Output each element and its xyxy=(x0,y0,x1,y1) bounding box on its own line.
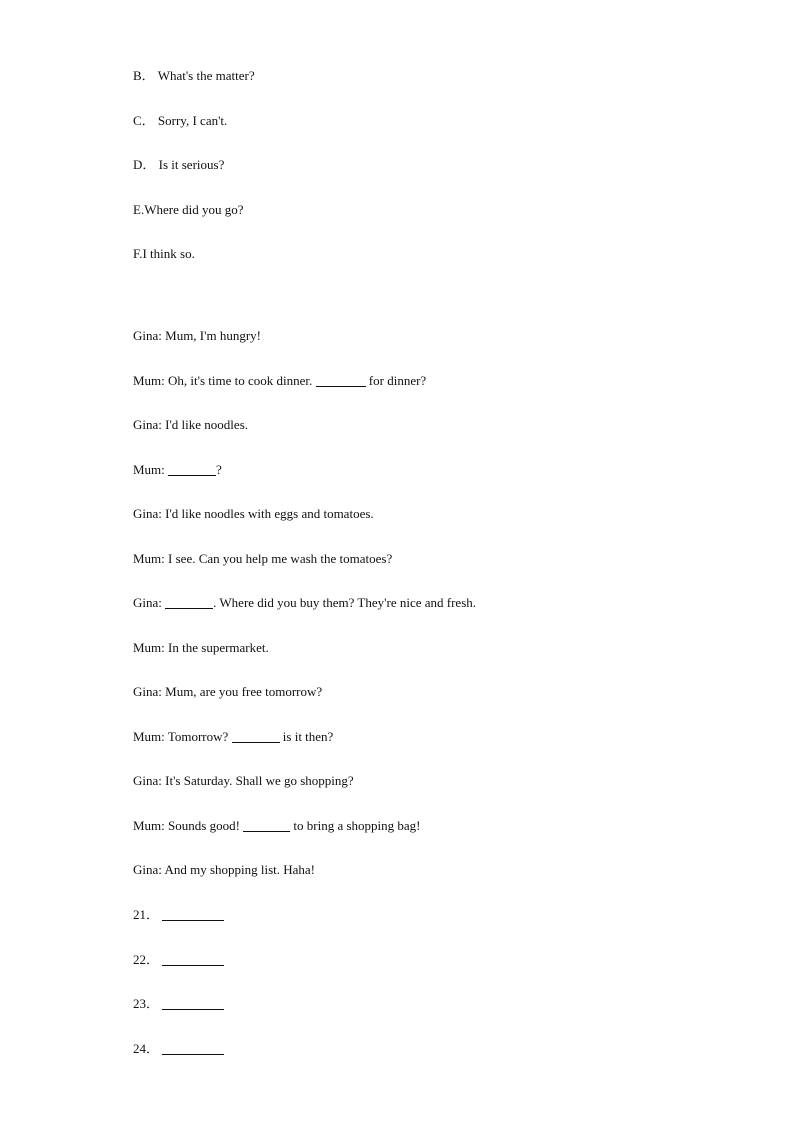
option-text: I think so. xyxy=(142,246,195,261)
option-key: D． xyxy=(133,157,156,172)
dialogue-text: Sounds good! xyxy=(168,818,240,833)
speaker: Mum: xyxy=(133,818,165,833)
answer-blank[interactable] xyxy=(162,908,224,921)
answer-22 xyxy=(133,952,224,968)
option-key: F. xyxy=(133,246,143,261)
answer-23 xyxy=(133,996,224,1012)
question-number: 22． xyxy=(133,952,160,967)
dialogue-line xyxy=(133,773,354,789)
blank-line xyxy=(232,730,280,743)
blank-line xyxy=(316,374,366,387)
option-text: What's the matter? xyxy=(157,68,255,83)
question-number: 24． xyxy=(133,1041,160,1056)
speaker: Gina: xyxy=(133,773,162,788)
speaker: Mum: xyxy=(133,373,165,388)
option-f xyxy=(133,246,195,262)
dialogue-text: for dinner? xyxy=(368,373,427,388)
dialogue-text: I see. Can you help me wash the tomatoes? xyxy=(168,551,393,566)
answer-blank[interactable] xyxy=(162,997,224,1010)
speaker: Mum: xyxy=(133,462,165,477)
dialogue-line xyxy=(133,729,333,745)
dialogue-text: is it then? xyxy=(282,729,334,744)
option-text: Is it serious? xyxy=(158,157,225,172)
speaker: Mum: xyxy=(133,729,165,744)
dialogue-text: In the supermarket. xyxy=(168,640,269,655)
speaker: Gina: xyxy=(133,417,162,432)
speaker: Gina: xyxy=(133,684,162,699)
option-c xyxy=(133,113,227,129)
dialogue-line xyxy=(133,684,322,700)
answer-21 xyxy=(133,907,224,923)
dialogue-text: ? xyxy=(216,462,222,477)
blank-line xyxy=(243,819,290,832)
dialogue-line xyxy=(133,462,222,478)
option-key: E. xyxy=(133,202,145,217)
question-number: 21． xyxy=(133,907,160,922)
dialogue-text: . Where did you buy them? They're nice and fresh. xyxy=(213,595,476,610)
dialogue-line xyxy=(133,862,315,878)
blank-line xyxy=(168,463,216,476)
dialogue-line xyxy=(133,373,426,389)
dialogue-line xyxy=(133,417,248,433)
dialogue-text: It's Saturday. Shall we go shopping? xyxy=(165,773,354,788)
dialogue-text: to bring a shopping bag! xyxy=(293,818,421,833)
speaker: Gina: xyxy=(133,862,162,877)
dialogue-line xyxy=(133,595,476,611)
dialogue-line xyxy=(133,551,392,567)
option-d xyxy=(133,157,224,173)
dialogue-text: Mum, are you free tomorrow? xyxy=(165,684,323,699)
dialogue-text: I'd like noodles. xyxy=(165,417,248,432)
answer-blank[interactable] xyxy=(162,953,224,966)
speaker: Mum: xyxy=(133,551,165,566)
dialogue-text: Tomorrow? xyxy=(167,729,229,744)
speaker: Gina: xyxy=(133,506,162,521)
dialogue-line xyxy=(133,328,261,344)
dialogue-text: And my shopping list. Haha! xyxy=(164,862,316,877)
speaker: Gina: xyxy=(133,328,162,343)
blank-line xyxy=(165,596,213,609)
dialogue-line xyxy=(133,640,269,656)
question-number: 23． xyxy=(133,996,160,1011)
dialogue-line xyxy=(133,506,374,522)
option-text: Where did you go? xyxy=(144,202,244,217)
dialogue-line xyxy=(133,818,421,834)
option-key: C． xyxy=(133,113,155,128)
answer-blank[interactable] xyxy=(162,1042,224,1055)
option-e xyxy=(133,202,243,218)
speaker: Gina: xyxy=(133,595,162,610)
dialogue-text: Oh, it's time to cook dinner. xyxy=(168,373,313,388)
dialogue-text: Mum, I'm hungry! xyxy=(165,328,262,343)
option-text: Sorry, I can't. xyxy=(157,113,228,128)
dialogue-text: I'd like noodles with eggs and tomatoes. xyxy=(165,506,374,521)
option-key: B． xyxy=(133,68,155,83)
answer-24 xyxy=(133,1041,224,1057)
speaker: Mum: xyxy=(133,640,165,655)
option-b xyxy=(133,68,255,84)
